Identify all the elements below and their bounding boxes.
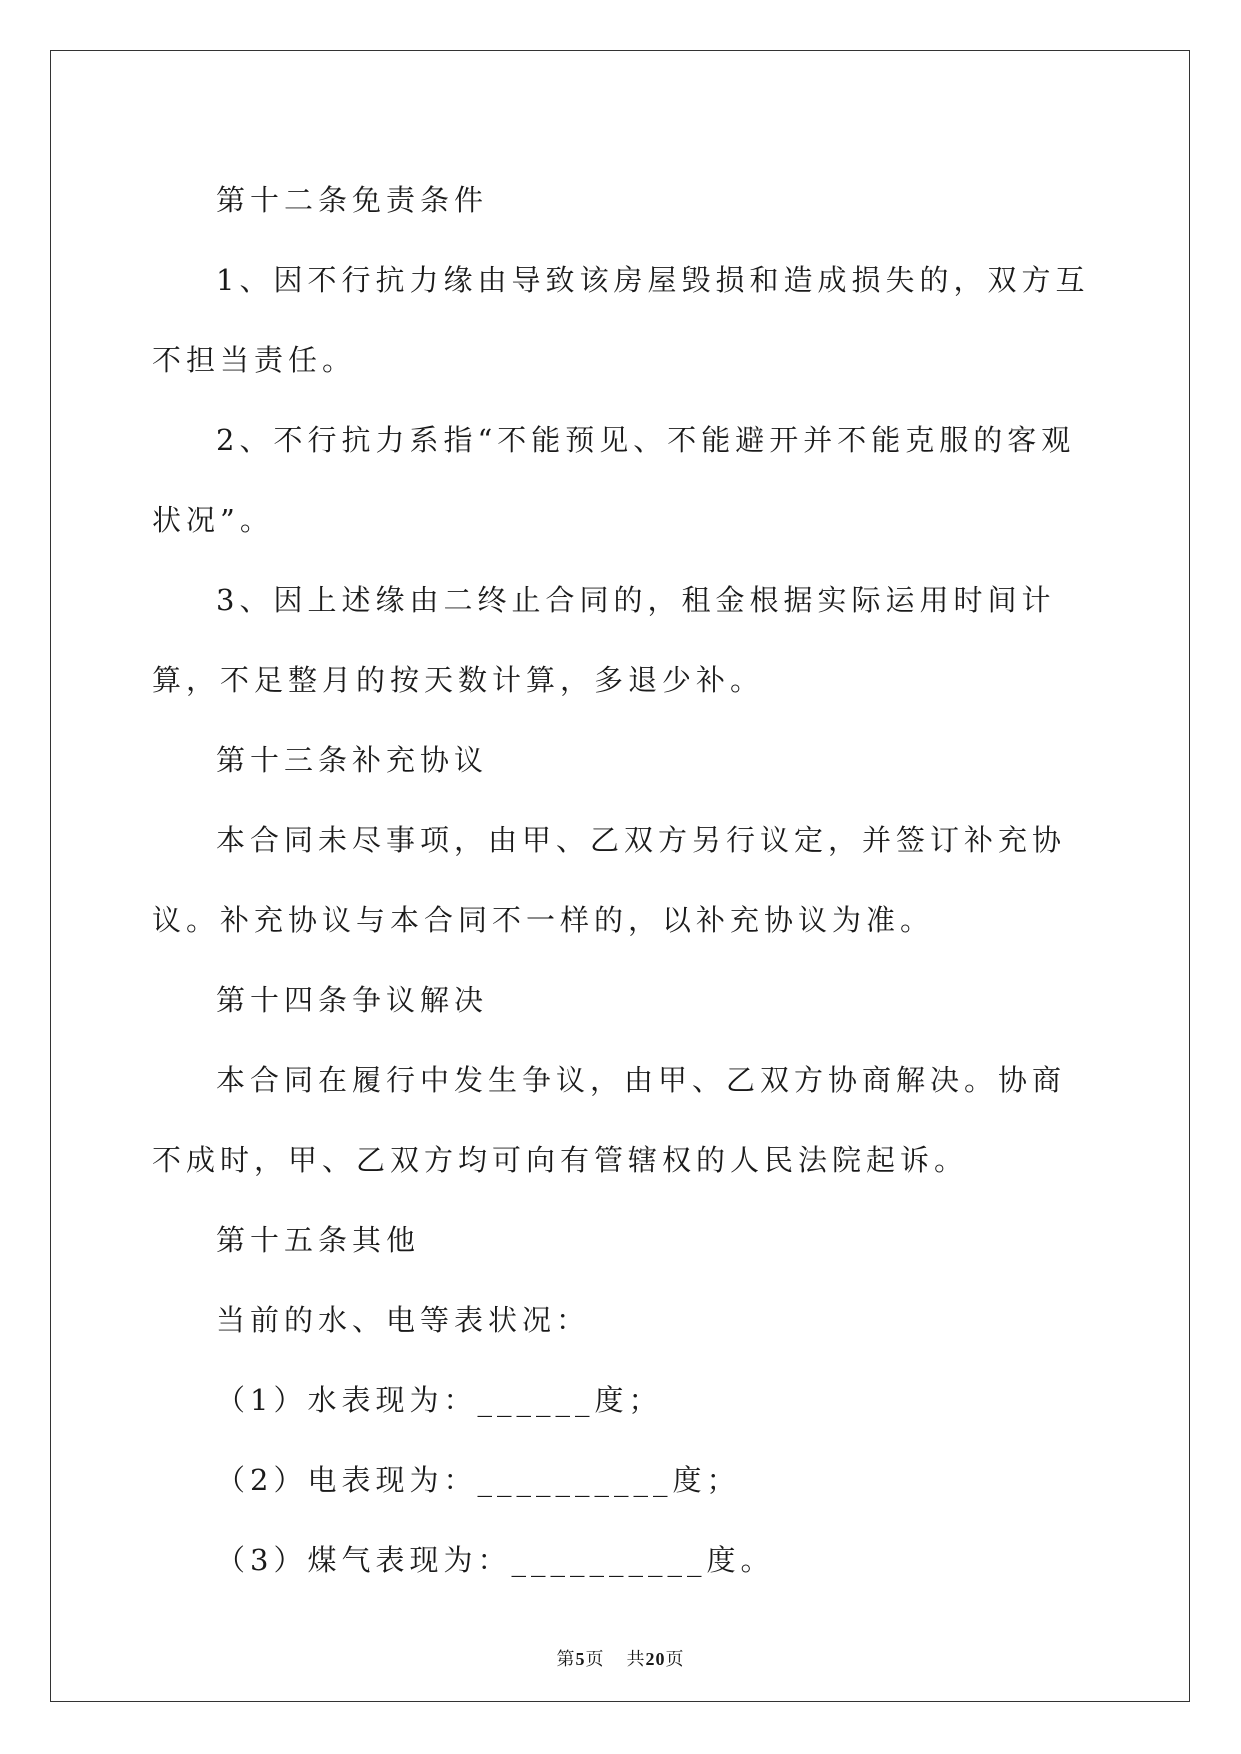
document-body xyxy=(152,160,1092,1600)
paragraph-water-meter: （1）水表现为：______度； xyxy=(216,1383,663,1417)
page-footer xyxy=(0,1645,1241,1671)
heading-article-15: 第十五条其他 xyxy=(216,1223,421,1257)
footer-total-suffix: 页 xyxy=(665,1649,685,1670)
paragraph-gas-meter: （3）煤气表现为：__________度。 xyxy=(216,1543,775,1577)
paragraph-supplementary-agreement: 本合同未尽事项，由甲、乙双方另行议定，并签订补充协议。补充协议与本合同不一样的，以补充协议为准。 xyxy=(152,823,1067,937)
paragraph-electric-meter: （2）电表现为：__________度； xyxy=(216,1463,741,1497)
footer-page-number: 5 xyxy=(575,1649,586,1669)
heading-article-14: 第十四条争议解决 xyxy=(216,983,489,1017)
heading-article-13: 第十三条补充协议 xyxy=(216,743,489,777)
footer-page-suffix: 页 xyxy=(585,1649,605,1670)
paragraph-meter-status: 当前的水、电等表状况： xyxy=(216,1303,591,1337)
footer-total-prefix: 共 xyxy=(626,1649,646,1670)
heading-article-12: 第十二条免责条件 xyxy=(216,183,489,217)
footer-total-pages: 20 xyxy=(645,1649,666,1669)
footer-page-prefix: 第 xyxy=(556,1649,576,1670)
paragraph-force-majeure-1: 1、因不行抗力缘由导致该房屋毁损和造成损失的，双方互不担当责任。 xyxy=(152,263,1090,377)
paragraph-force-majeure-3: 3、因上述缘由二终止合同的，租金根据实际运用时间计算，不足整月的按天数计算，多退少补。 xyxy=(152,583,1056,697)
paragraph-dispute-resolution: 本合同在履行中发生争议，由甲、乙双方协商解决。协商不成时，甲、乙双方均可向有管辖权的人民法院起诉。 xyxy=(152,1063,1067,1177)
paragraph-force-majeure-2: 2、不行抗力系指“不能预见、不能避开并不能克服的客观状况”。 xyxy=(152,423,1076,537)
